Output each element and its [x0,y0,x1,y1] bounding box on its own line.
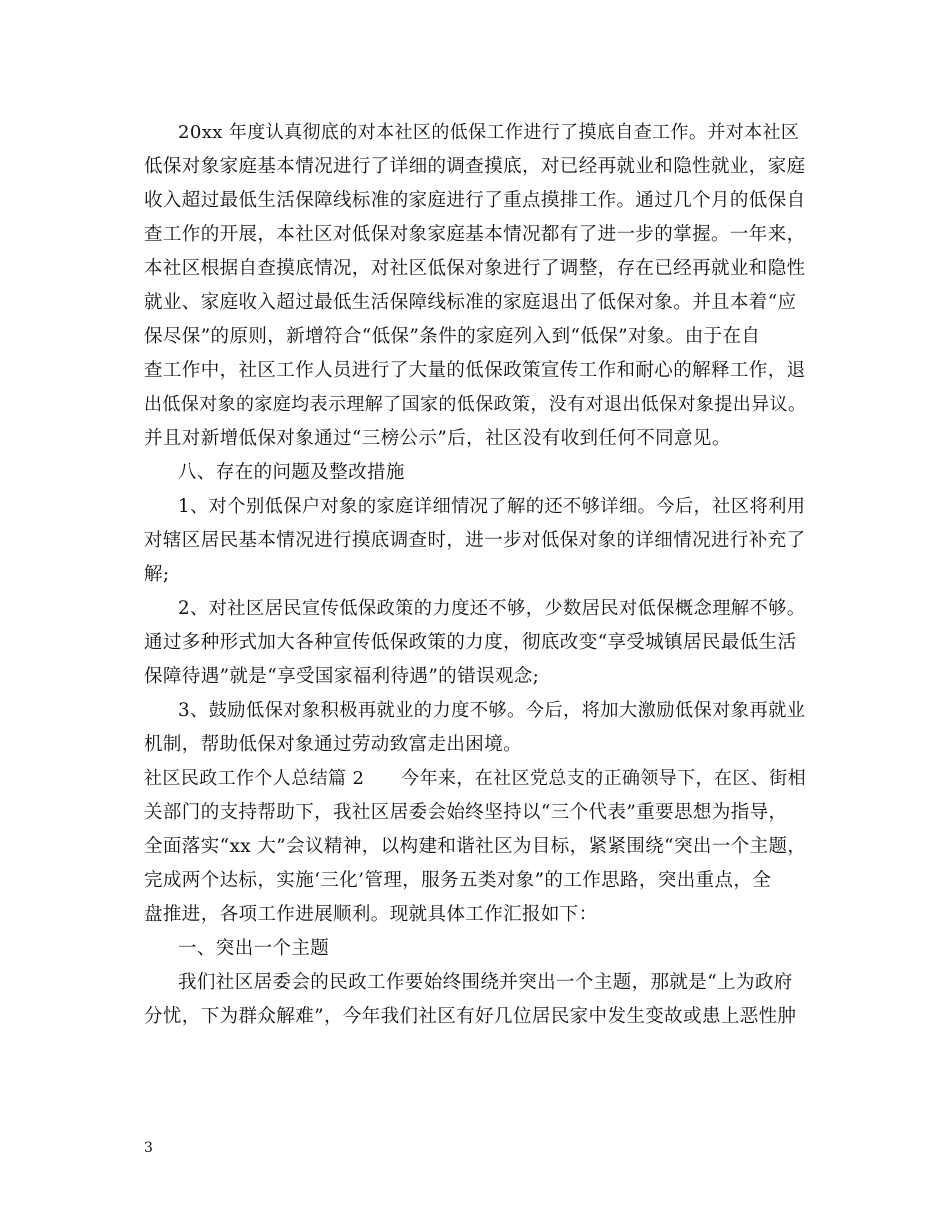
text-line: 出低保对象的家庭均表示理解了国家的低保政策，没有对退出低保对象提出异议。 [144,394,807,415]
text-line: 完成两个达标，实施‘三化’管理，服务五类对象”的工作思路，突出重点，全 [144,870,772,891]
text-line: 全面落实“xx 大”会议精神，以构建和谐社区为目标，紧紧围绕“突出一个主题， [144,836,807,857]
text-line: 我们社区居委会的民政工作要始终围绕并突出一个主题，那就是“上为政府 [178,972,793,993]
text-line: 分忧，下为群众解难”，今年我们社区有好几位居民家中发生变故或患上恶性肿 [144,1006,797,1027]
text-line: 就业、家庭收入超过最低生活保障线标准的家庭退出了低保对象。并且本着“应 [144,292,797,313]
text-line: 3、鼓励低保对象积极再就业的力度不够。今后，将加大激励低保对象再就业 [178,700,806,721]
text-line: 20xx 年度认真彻底的对本社区的低保工作进行了摸底自查工作。并对本社区 [178,122,800,143]
text-line: 并且对新增低保对象通过“三榜公示”后，社区没有收到任何不同意见。 [144,428,731,449]
text-line: 本社区根据自查摸底情况，对社区低保对象进行了调整，存在已经再就业和隐性 [144,258,806,279]
text-line: 盘推进，各项工作进展顺利。现就具体工作汇报如下： [144,904,598,925]
text-line: 通过多种形式加大各种宣传低保政策的力度，彻底改变“享受城镇居民最低生活 [144,632,797,653]
text-line: 1、对个别低保户对象的家庭详细情况了解的还不够详细。今后，社区将利用 [178,496,806,517]
text-line: 解; [144,564,170,585]
text-line: 查工作中，社区工作人员进行了大量的低保政策宣传工作和耐心的解释工作，退 [144,360,806,381]
section-heading: 八、存在的问题及整改措施 [178,462,405,483]
page-number: 3 [144,1140,153,1156]
text-line: 对辖区居民基本情况进行摸底调查时，进一步对低保对象的详细情况进行补充了 [144,530,806,551]
text-line: 查工作的开展，本社区对低保对象家庭基本情况都有了进一步的掌握。一年来， [144,224,806,245]
text-line: 保尽保”的原则，新增符合“低保”条件的家庭列入到“低保”对象。由于在自 [144,326,761,347]
text-line: 社区民政工作个人总结篇 2 今年来，在社区党总支的正确领导下，在区、街相 [144,768,806,789]
text-line: 关部门的支持帮助下，我社区居委会始终坚持以“三个代表”重要思想为指导， [144,802,788,823]
text-line: 2、对社区居民宣传低保政策的力度还不够，少数居民对低保概念理解不够。 [178,598,806,619]
section-heading: 一、突出一个主题 [178,938,330,959]
text-line: 收入超过最低生活保障线标准的家庭进行了重点摸排工作。通过几个月的低保自 [144,190,806,211]
text-line: 保障待遇”就是“享受国家福利待遇”的错误观念; [144,666,540,687]
text-line: 机制，帮助低保对象通过劳动致富走出困境。 [144,734,523,755]
text-line: 低保对象家庭基本情况进行了详细的调查摸底，对已经再就业和隐性就业，家庭 [144,156,806,177]
